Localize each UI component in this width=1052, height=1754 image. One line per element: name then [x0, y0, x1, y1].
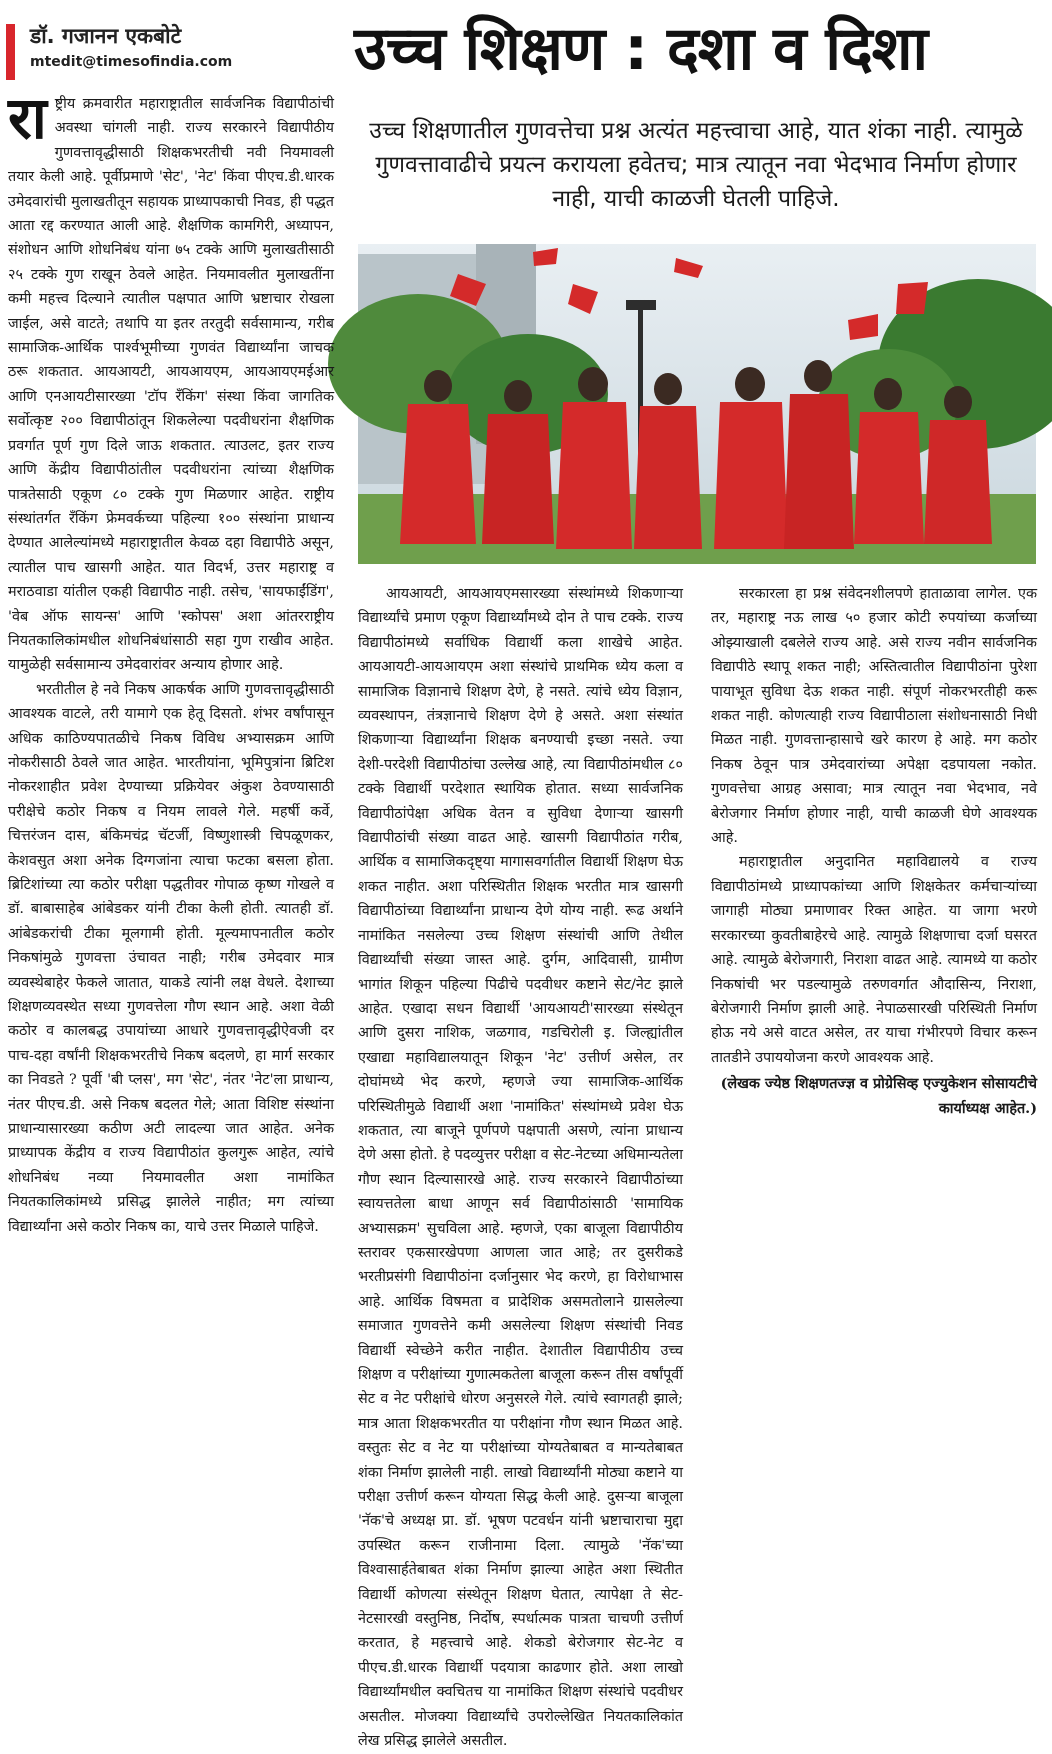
deck-summary: उच्च शिक्षणातील गुणवत्तेचा प्रश्न अत्यंत महत्त्वाचा आहे, यात शंका नाही. त्यामुळे गुणवत्तावाढीचे प्रयत्न करायला हवेतच; मात्र त्यातून नवा भेदभाव निर्माण होणार नाही, याची काळजी घेतली पाहिजे.: [369, 118, 1023, 212]
drop-cap: रा: [8, 84, 47, 152]
paragraph: भरतीतील हे नवे निकष आकर्षक आणि गुणवत्तावृद्धीसाठी आवश्यक वाटले, तरी यामागे एक हेतू दिसतो. शंभर वर्षांपासून अधिक काठिण्यपातळीचे निकष विविध अभ्यासक्रम आणि नोकरीसाठी ठेवले जात आहेत. भारतीयांना, भूमिपुत्रांना ब्रिटिश नोकरशाहीत प्रवेश देण्याच्या प्रक्रियेवर अंकुश ठेवण्यासाठी परीक्षेचे कठोर निकष व नियम लावले गेले. महर्षी कर्वे, चित्तरंजन दास, बंकिमचंद्र चॅटर्जी, विष्णुशास्त्री चिपळूणकर, केशवसुत अशा अनेक दिग्गजांना त्याचा फटका बसला होता. ब्रिटिशांच्या त्या कठोर परीक्षा पद्धतीवर गोपाळ कृष्ण गोखले व डॉ. बाबासाहेब आंबेडकर यांनी टीका केली होती. त्यातही डॉ. आंबेडकरांची टीका मूलगामी होती. मूल्यमापनातील कठोर निकषांमुळे गुणवत्ता उंचावत नाही; गरीब उमेदवार मात्र व्यवस्थेबाहेर फेकले जातात, याकडे त्यांनी लक्ष वेधले. देशाच्या शिक्षणव्यवस्थेत सध्या गुणवत्तेला गौण स्थान आहे. अशा वेळी कठोर व कालबद्ध उपायांच्या आधारे गुणवत्तावृद्धीऐवजी दर पाच-दहा वर्षांनी शिक्षकभरतीचे निकष बदलणे, हा मार्ग सरकार का निवडते ? पूर्वी 'बी प्लस', मग 'सेट', नंतर 'नेट'ला प्राधान्य, नंतर पीएच.डी. असे निकष बदलत गेले; आता विशिष्ट संस्थांना प्राधान्यासारख्या कठीण अटी लादल्या जात आहेत. अनेक प्राध्यापक केंद्रीय व राज्य विद्यापीठांत कुलगुरू आहेत, त्यांचे शोधनिबंध नव्या नियमावलीत अशा नामांकित नियतकालिकांमध्ये प्रसिद्ध झालेले नाहीत; मग त्यांच्या विद्यार्थ्यांना असे कठोर निकष का, याचे उत्तर मिळाले पाहिजे.: [8, 681, 334, 1235]
article-column-1: [8, 84, 334, 1594]
byline-accent-bar: [6, 24, 15, 80]
author-note: (लेखक ज्येष्ठ शिक्षणतज्ज्ञ व प्रोग्रेसिव्ह एज्युकेशन सोसायटीचे कार्याध्यक्ष आहेत.): [720, 1075, 1037, 1117]
paragraph-text: ष्ट्रीय क्रमवारीत महाराष्ट्रातील सार्वजनिक विद्यापीठांची अवस्था चांगली नाही. राज्य सरकारने विद्यापीठीय गुणवत्तावृद्धीसाठी शिक्षकभरतीची नवी नियमावली तयार केली आहे. पूर्वीप्रमाणे 'सेट', 'नेट' किंवा पीएच.डी.धारक उमेदवारांची मुलाखतीतून सहायक प्राध्यापकाची निवड, ही पद्धत आता रद्द करण्यात आली आहे. शैक्षणिक कामगिरी, अध्यापन, संशोधन आणि शोधनिबंध यांना ७५ टक्के आणि मुलाखतीसाठी २५ टक्के गुण राखून ठेवले आहेत. नियमावलीत मुलाखतींना कमी महत्त्व दिल्याने त्यातील पक्षपात आणि भ्रष्टाचार रोखला जाईल, असे वाटते; तथापि या इतर तरतुदी सर्वसामान्य, गरीब सामाजिक-आर्थिक पार्श्वभूमीच्या गुणवंत विद्यार्थ्यांना जाचक ठरू शकतात. आयआयटी, आयआयएम, आयआयएमईआर आणि एनआयटीसारख्या 'टॉप रँकिंग' संस्था किंवा जागतिक सर्वोत्कृष्ट २०० विद्यापीठांतून शिकलेल्या पदवीधरांना शैक्षणिक प्रवर्गात पूर्ण गुण दिले जाऊ शकतात. त्याउलट, इतर राज्य आणि केंद्रीय विद्यापीठांतील पदवीधरांना त्यांच्या शैक्षणिक पात्रतेसाठी एकूण ८० टक्के गुण मिळणार आहेत. राष्ट्रीय संस्थांतर्गत रँकिंग फ्रेमवर्कच्या पहिल्या १०० संस्थांना प्राधान्य देण्यात आलेल्यांमध्ये महाराष्ट्रातील केवळ दहा विद्यापीठे असून, त्यातील पाच खासगी आहेत. यात विदर्भ, उत्तर महाराष्ट्र व मराठवाडा यांतील एकही विद्यापीठ नाही. तसेच, 'सायफाईंडिंग', 'वेब ऑफ सायन्स' आणि 'स्कोपस' अशा आंतरराष्ट्रीय नियतकालिकांमधील शोधनिबंधांसाठी सहा गुण राखीव आहेत. यामुळेही सर्वसामान्य उमेदवारांवर अन्याय होणार आहे.: [8, 96, 334, 674]
paragraph: आयआयटी, आयआयएमसारख्या संस्थांमध्ये शिकणाऱ्या विद्यार्थ्यांचे प्रमाण एकूण विद्यार्थ्यांमध्ये दोन ते पाच टक्के. राज्य विद्यापीठांमध्ये सर्वाधिक विद्यार्थी कला शाखेचे आहेत. आयआयटी-आयआयएम अशा संस्थांचे प्राथमिक ध्येय कला व सामाजिक विज्ञानाचे शिक्षण देणे, हे नसते. त्यांचे ध्येय विज्ञान, व्यवस्थापन, तंत्रज्ञानाचे शिक्षण देणे हे असते. अशा संस्थांत शिकणाऱ्या विद्यार्थ्यांना शिक्षक बनण्याची इच्छा नसते. ज्या देशी-परदेशी विद्यापीठांचा उल्लेख आहे, त्या विद्यापीठांमधील ८० टक्के विद्यार्थी परदेशात स्थायिक होतात. सध्या सार्वजनिक विद्यापीठांपेक्षा अधिक वेतन व सुविधा देणाऱ्या खासगी विद्यापीठांची संख्या वाढत आहे. खासगी विद्यापीठांत गरीब, आर्थिक व सामाजिकदृष्ट्या मागासवर्गातील विद्यार्थी शिक्षण घेऊ शकत नाहीत. अशा परिस्थितीत शिक्षक भरतीत मात्र खासगी विद्यापीठांच्या विद्यार्थ्यांना प्राधान्य देणे योग्य नाही. रूढ अर्थाने नामांकित नसलेल्या उच्च शिक्षण संस्थांची आणि तेथील विद्यार्थ्यांची संख्या जास्त आहे. दुर्गम, आदिवासी, ग्रामीण भागांत शिकून पहिल्या पिढीचे पदवीधर कष्टाने सेट/नेट झाले आहेत. एखादा सधन विद्यार्थी 'आयआयटी'सारख्या संस्थेतून आणि दुसरा नाशिक, जळगाव, गडचिरोली इ. जिल्ह्यांतील एखाद्या महाविद्यालयातून शिकून 'नेट' उत्तीर्ण असेल, तर दोघांमध्ये भेद करणे, म्हणजे ज्या सामाजिक-आर्थिक परिस्थितीमुळे विद्यार्थी अशा 'नामांकित' संस्थांमध्ये प्रवेश घेऊ शकतात, त्या बाजूने पूर्णपणे पक्षपाती असणे, त्यांना प्राधान्य देणे असा होतो. हे पदव्युत्तर परीक्षा व सेट-नेटच्या अधिमान्यतेला गौण स्थान दिल्यासारखे आहे. राज्य सरकारने विद्यापीठांच्या स्वायत्ततेला बाधा आणून सर्व विद्यापीठांसाठी 'सामायिक अभ्यासक्रम' सुचविला आहे. म्हणजे, एका बाजूला विद्यापीठीय स्तरावर एकसारखेपणा आणला जात आहे; तर दुसरीकडे भरतीप्रसंगी विद्यापीठांना दर्जानुसार भेद करणे, हा विरोधाभास आहे. आर्थिक विषमता व प्रादेशिक असमतोलाने ग्रासलेल्या समाजात गुणवत्तेने कमी असलेल्या शिक्षण संस्थांची निवड विद्यार्थी स्वेच्छेने करीत नाहीत. देशातील विद्यापीठीय उच्च शिक्षण व परीक्षांच्या गुणात्मकतेला बाजूला करून तीस वर्षांपूर्वी सेट व नेट परीक्षांचे धोरण अनुसरले गेले. त्यांचे स्वागतही झाले; मात्र आता शिक्षकभरतीत या परीक्षांना गौण स्थान मिळत आहे. वस्तुतः सेट व नेट या परीक्षांच्या योग्यतेबाबत व मान्यतेबाबत शंका निर्माण झालेली नाही. लाखो विद्यार्थ्यांनी मोठ्या कष्टाने या परीक्षा उत्तीर्ण करून योग्यता सिद्ध केली आहे. दुसऱ्या बाजूला 'नॅक'चे अध्यक्ष प्रा. डॉ. भूषण पटवर्धन यांनी भ्रष्टाचाराचा मुद्दा उपस्थित करून राजीनामा दिला. त्यामुळे 'नॅक'च्या विश्वासार्हतेबाबत शंका निर्माण झाल्या आहेत अशा स्थितीत विद्यार्थी कोणत्या संस्थेतून शिक्षण घेतात, त्यापेक्षा ते सेट-नेटसारखी वस्तुनिष्ठ, निर्दोष, स्पर्धात्मक पात्रता चाचणी उत्तीर्ण करतात, हे महत्त्वाचे आहे. शेकडो बेरोजगार सेट-नेट व पीएच.डी.धारक विद्यार्थी पदयात्रा काढणार होते. अशा लाखो विद्यार्थ्यांमधील क्वचितच या नामांकित शिक्षण संस्थांचे पदवीधर असतील. मोजक्या विद्यार्थ्यांचे उपरोल्लेखित नियतकालिकांत लेख प्रसिद्ध झालेले असतील.: [358, 586, 683, 1750]
thrown-cap: [896, 282, 928, 314]
paragraph: महाराष्ट्रातील अनुदानित महाविद्यालये व राज्य विद्यापीठांमध्ये प्राध्यापकांच्या आणि शिक्षकेतर कर्मचाऱ्यांच्या जागाही मोठ्या प्रमाणावर रिक्त आहेत. या जागा भरणे सरकारच्या कुवतीबाहेरचे आहे. त्यामुळे शिक्षणाचा दर्जा घसरत आहे. त्यामुळे बेरोजगारी, निराशा वाढत आहे. त्यामध्ये या कठोर निकषांची भर पडल्यामुळे तरुणवर्गात औदासिन्य, निराशा, बेरोजगारी निर्माण झाली आहे. नेपाळसारखी परिस्थिती निर्माण होऊ नये असे वाटत असेल, तर याचा गंभीरपणे विचार करून तातडीने उपाययोजना करणे आवश्यक आहे.: [711, 854, 1037, 1066]
article-column-3: [711, 582, 1037, 1594]
graduation-photo: [358, 244, 1036, 564]
article-column-2: [358, 582, 683, 1750]
author-name: डॉ. गजानन एकबोटे: [30, 24, 182, 48]
paragraph: [8, 84, 334, 678]
author-email: mtedit@timesofindia.com: [30, 54, 233, 70]
headline: उच्च शिक्षण : दशा व दिशा: [354, 14, 928, 84]
paragraph: सरकारला हा प्रश्न संवेदनशीलपणे हाताळावा लागेल. एक तर, महाराष्ट्र नऊ लाख ५० हजार कोटी रुपयांच्या कर्जाच्या ओझ्याखाली दबलेले राज्य आहे. असे राज्य नवीन सार्वजनिक विद्यापीठे स्थापू शकत नाही; अस्तित्वातील विद्यापीठांना पुरेशा पायाभूत सुविधा देऊ शकत नाही. संपूर्ण नोकरभरतीही करू शकत नाही. कोणत्याही राज्य विद्यापीठाला संशोधनासाठी निधी मिळत नाही. गुणवत्तान्हासाचे खरे कारण हे आहे. मग कठोर निकष ठेवून पात्र उमेदवारांच्या अपेक्षा दडपायला नकोत. गुणवत्तेचा आग्रह असावा; मात्र त्यातून नवा भेदभाव, नवे बेरोजगार निर्माण होणार नाही, याची काळजी घेणे आवश्यक आहे.: [711, 586, 1037, 847]
